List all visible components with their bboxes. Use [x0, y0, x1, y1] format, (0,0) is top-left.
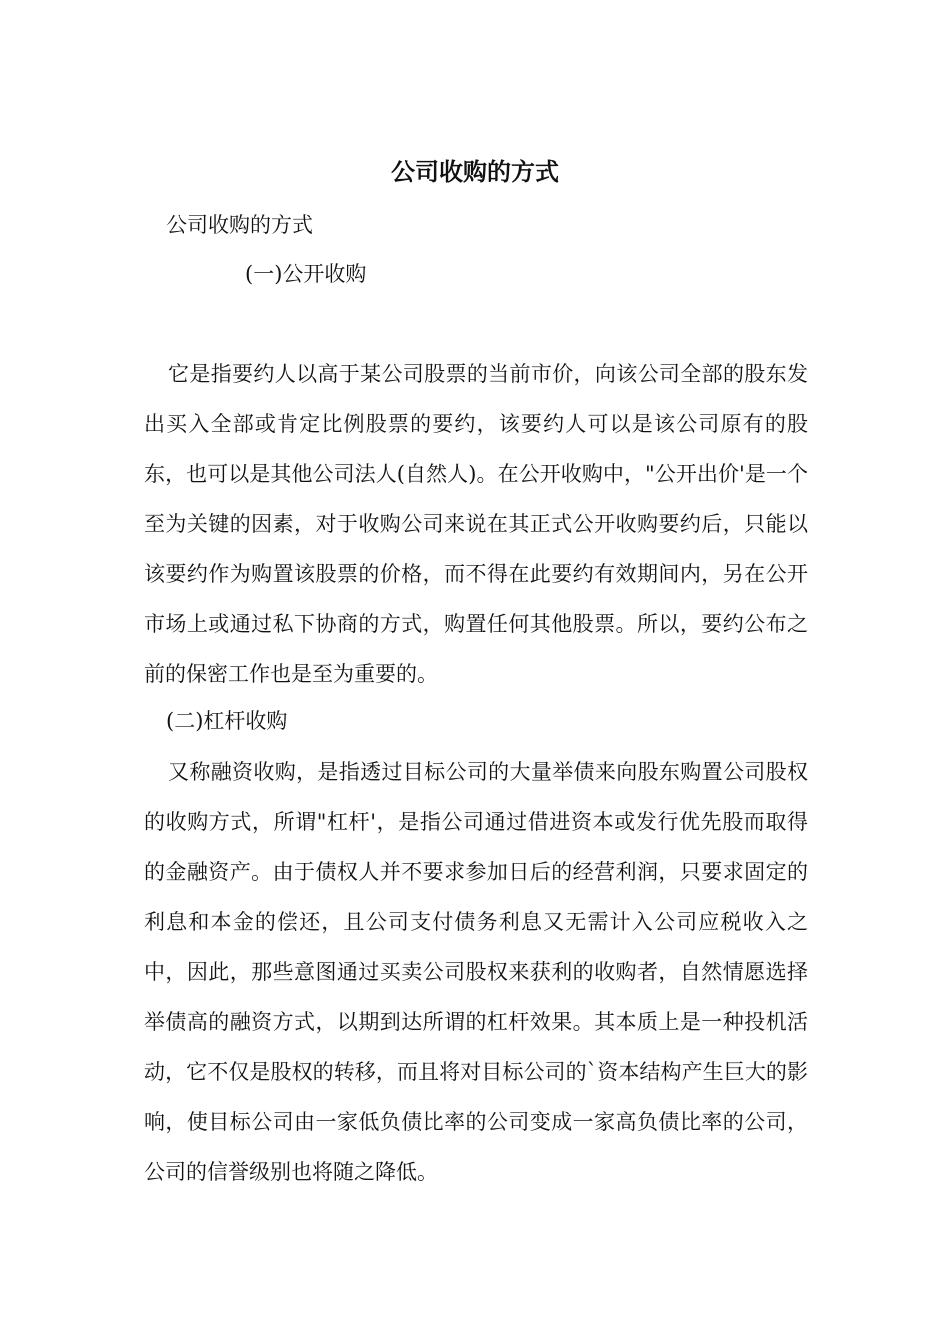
- document-title: 公司收购的方式: [391, 157, 559, 186]
- section-body-public-acquisition: 它是指要约人以高于某公司股票的当前市价，向该公司全部的股东发出买入全部或肯定比例股票的要约，该要约人可以是该公司原有的股东，也可以是其他公司法人(自然人)。在公开收购中，"公开出价'是一个至为关键的因素，对于收购公司来说在其正式公开收购要约后，只能以该要约作为购置该股票的价格，而不得在此要约有效期间内，另在公开市场上或通过私下协商的方式，购置任何其他股票。所以，要约公布之前的保密工作也是至为重要的。: [144, 362, 808, 686]
- section-heading-leveraged-acquisition: (二)杠杆收购: [166, 709, 288, 733]
- document-subtitle: 公司收购的方式: [166, 213, 313, 237]
- section-heading-public-acquisition: (一)公开收购: [245, 262, 367, 286]
- section-body-leveraged-acquisition: 又称融资收购，是指透过目标公司的大量举债来向股东购置公司股权的收购方式，所谓"杠杆'，是指公司通过借进资本或发行优先股而取得的金融资产。由于债权人并不要求参加日后的经营利润，只要求固定的利息和本金的偿还，且公司支付债务利息又无需计入公司应税收入之中，因此，那些意图通过买卖公司股权来获利的收购者，自然情愿选择举债高的融资方式，以期到达所谓的杠杆效果。其本质上是一种投机活动，它不仅是股权的转移，而且将对目标公司的`资本结构产生巨大的影响，使目标公司由一家低负债比率的公司变成一家高负债比率的公司，公司的信誉级别也将随之降低。: [144, 760, 808, 1184]
